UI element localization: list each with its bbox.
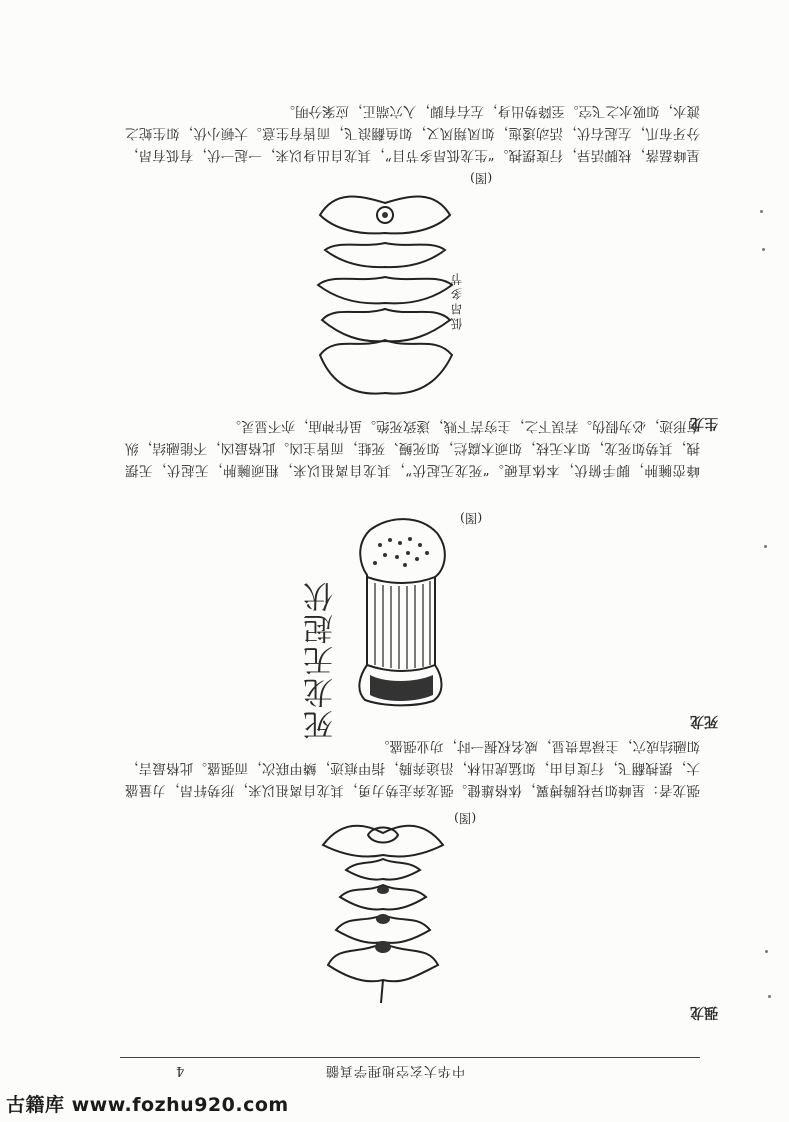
shenglong-figure-label: 低昂多节 (450, 270, 464, 330)
qianglong-title: 强龙 (690, 1004, 718, 1020)
scan-speck (765, 950, 768, 953)
header-rule (120, 1057, 700, 1058)
shenglong-text: 星峰磊落，枝脚活异，行度摆拽。“生龙低昂多节目”，其龙自出身以来，一起一伏，有低有昂，分牙布爪，左起右伏，活动逶迤，如凤翔风又，如鱼翻浪飞，而皆有生意。大顿小伏，如生蛇之渡水，如吸水之飞空。至降势出身，左右有脚，入穴端正，应案分明。 (125, 103, 700, 163)
qianglong-text: 强龙者：星峰如异枝腾搏翼，体格雄健。强龙奔走势力勇，其龙自离祖以来，形势轩昂，力量盛大，摆拽翻飞，行度自由，如猛虎出林，沿途奔腾，指甲痕迹，鳞甲联次，而强盛。此格最吉，如融结成穴，主禄富贵显，威名权握一时，功业强盛。 (125, 738, 700, 798)
book-title: 中华大玄空地理学真髓 (325, 1063, 466, 1078)
silong-text: 峰峦臃肿，脚手俯伏，本体直硬。“死龙无起伏”，其龙自离祖以来，粗顽臃肿，无起伏，无摆拽，其势如死龙，如木无枝，如顽木腐烂，如死鳗、死蛙，而皆主凶。此格最凶，不能融结，纵有形迹，必为假伪。若误下之，主穷苦下贱，遂致死绝。虽作神庙，亦不显灵。 (125, 418, 700, 478)
page-number: 4 (176, 1063, 185, 1078)
silong-figure (345, 515, 455, 705)
scan-speck (768, 995, 771, 998)
shenglong-caption: (图) (470, 171, 493, 186)
scan-speck (764, 545, 767, 548)
shenglong-figure (310, 185, 460, 405)
qianglong-caption: (图) (454, 811, 477, 826)
watermark-text: 古籍库 www.fozhu920.com (6, 1094, 289, 1116)
qianglong-figure (318, 815, 448, 1005)
shenglong-title: 生龙 (690, 415, 718, 431)
silong-figure-label: 死龙无起伏 (304, 580, 339, 740)
silong-caption: (图) (460, 511, 483, 526)
scan-speck (762, 248, 765, 251)
scan-speck (760, 210, 763, 213)
silong-title: 死龙 (690, 713, 718, 729)
